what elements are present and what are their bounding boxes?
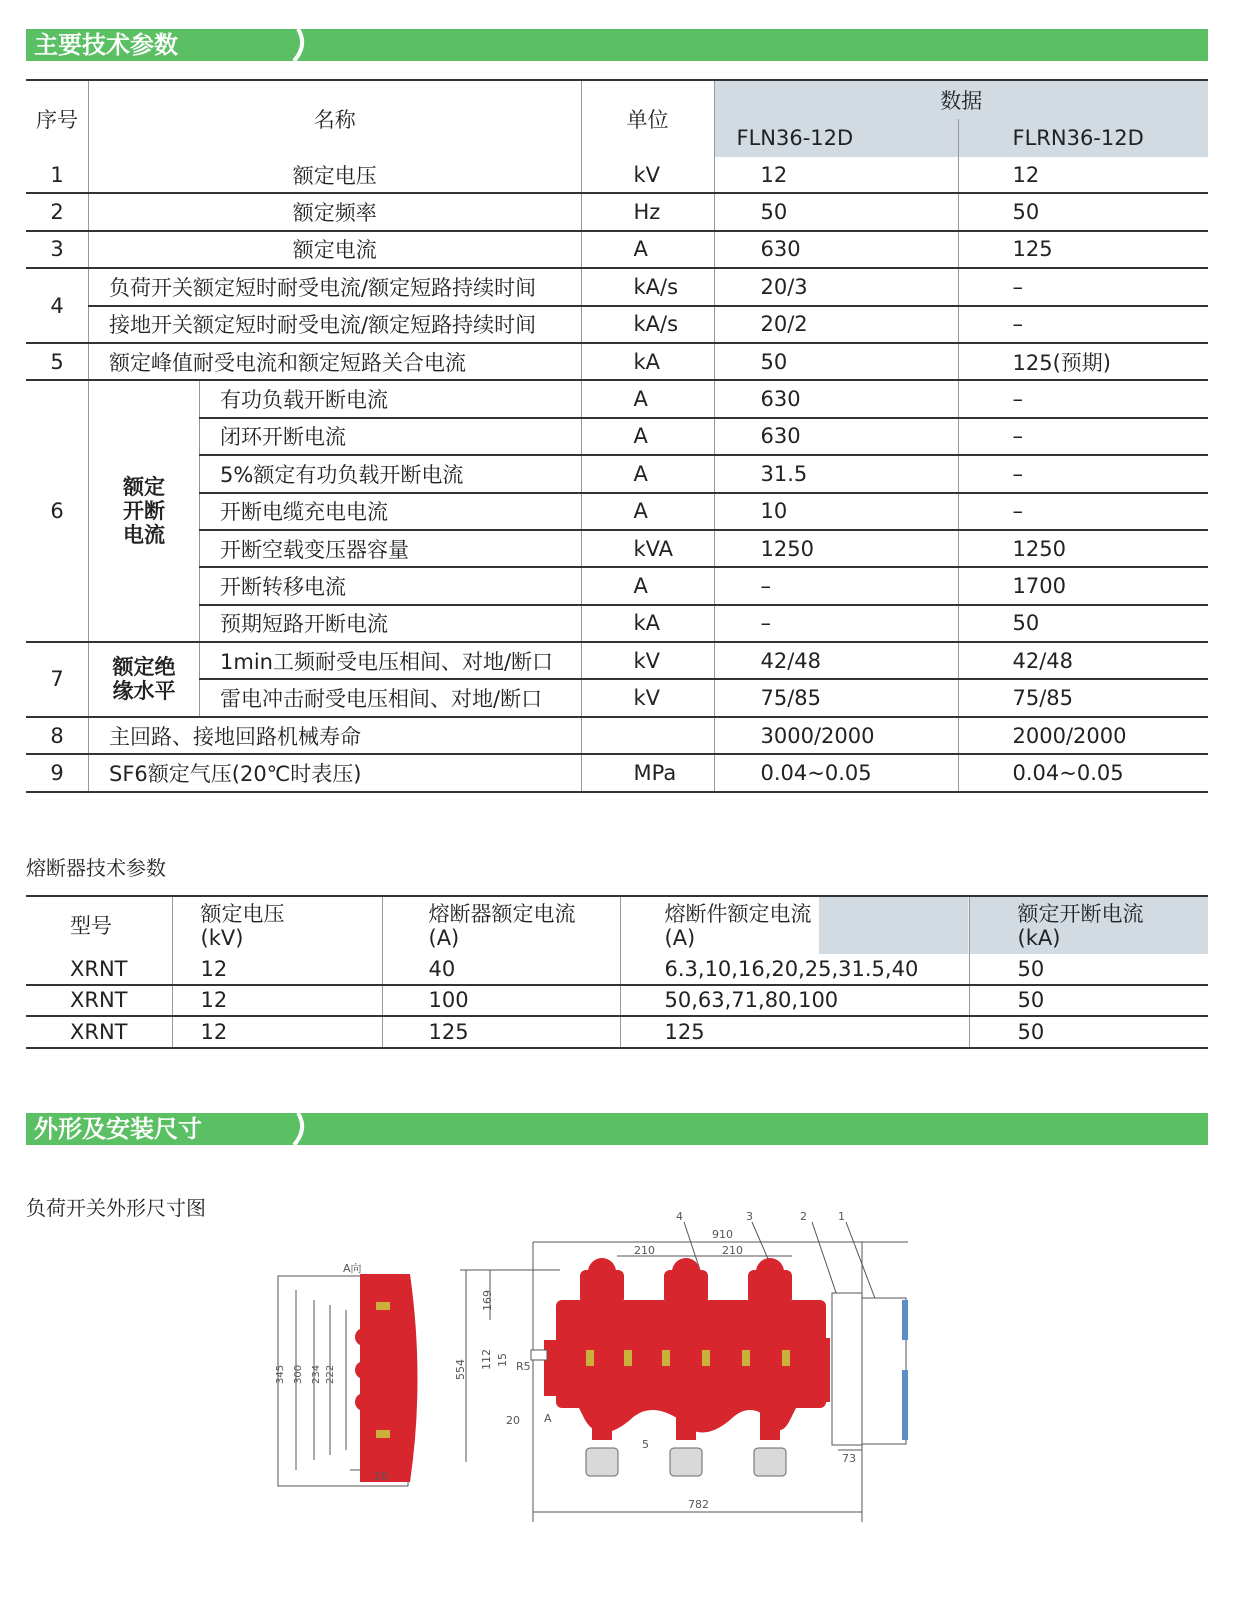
cell-value-2: 50 xyxy=(958,605,1208,642)
table-row xyxy=(26,530,1208,567)
label-part-5: 5 xyxy=(642,1438,649,1451)
cell-model: XRNT xyxy=(26,1016,172,1048)
header-no: 序号 xyxy=(26,80,89,157)
table-row xyxy=(26,717,1208,754)
header-fuse-current: 熔断器额定电流 (A) xyxy=(382,896,620,954)
label-dim-222: 222 xyxy=(325,1364,336,1384)
cell-no: 3 xyxy=(26,231,89,268)
cell-name: 开断转移电流 xyxy=(200,567,582,604)
cell-value-1: 630 xyxy=(714,231,958,268)
cell-name: 额定频率 xyxy=(89,193,582,230)
label-part-4: 4 xyxy=(676,1210,683,1223)
tab-notch-decoration xyxy=(288,1113,328,1145)
cell-no: 4 xyxy=(26,268,89,343)
cell-value-2: – xyxy=(958,455,1208,492)
cell-no: 1 xyxy=(26,157,89,193)
cell-unit: A xyxy=(581,455,714,492)
cell-value-1: 630 xyxy=(714,380,958,417)
cell-value-1: – xyxy=(714,567,958,604)
table-row xyxy=(26,268,1208,305)
cell-unit: A xyxy=(581,567,714,604)
table-row xyxy=(26,954,1208,985)
label-dim-15: 15 xyxy=(496,1353,509,1367)
cell-value-2: 125 xyxy=(958,231,1208,268)
cell-value-2: 2000/2000 xyxy=(958,717,1208,754)
cell-no: 8 xyxy=(26,717,89,754)
header-voltage: 额定电压 (kV) xyxy=(172,896,382,954)
header-unit: 单位 xyxy=(581,80,714,157)
cell-unit: A xyxy=(581,418,714,455)
cell-value-1: 50 xyxy=(714,343,958,380)
side-view-insulators xyxy=(355,1328,373,1411)
spec-table xyxy=(26,79,1208,793)
tab-notch-decoration xyxy=(288,29,328,61)
front-view-body xyxy=(544,1258,830,1440)
label-dim-20-left: 20 xyxy=(374,1470,388,1483)
cell-unit: A xyxy=(581,493,714,530)
cell-value-1: 3000/2000 xyxy=(714,717,958,754)
label-view-a: A向 xyxy=(343,1262,362,1275)
cell-name: 闭环开断电流 xyxy=(200,418,582,455)
cell-no: 6 xyxy=(26,380,89,642)
cell-value-1: 31.5 xyxy=(714,455,958,492)
section-title: 主要技术参数 xyxy=(26,29,288,61)
cell-unit: A xyxy=(581,380,714,417)
cell-value-1: 1250 xyxy=(714,530,958,567)
table-row xyxy=(26,567,1208,604)
load-switch-dimension-drawing xyxy=(0,1200,1241,1540)
table-row xyxy=(26,1016,1208,1048)
fuse-table-title: 熔断器技术参数 xyxy=(26,856,166,880)
cell-voltage: 12 xyxy=(172,985,382,1017)
cell-name: 主回路、接地回路机械寿命 xyxy=(89,717,582,754)
cell-breaking: 50 xyxy=(969,1016,1208,1048)
label-r5: R5 xyxy=(516,1360,531,1373)
cell-value-1: 0.04~0.05 xyxy=(714,754,958,791)
cell-fuse-current: 40 xyxy=(382,954,620,985)
cell-name: 雷电冲击耐受电压相间、对地/断口 xyxy=(200,679,582,716)
cell-unit: A xyxy=(581,231,714,268)
cell-name: 1min工频耐受电压相间、对地/断口 xyxy=(200,642,582,679)
cell-unit: kA xyxy=(581,343,714,380)
cell-value-2: 12 xyxy=(958,157,1208,193)
cell-voltage: 12 xyxy=(172,1016,382,1048)
table-header-row xyxy=(26,80,1208,119)
cell-value-1: 75/85 xyxy=(714,679,958,716)
cell-value-1: – xyxy=(714,605,958,642)
cell-value-1: 20/2 xyxy=(714,306,958,343)
section-bar-dimensions xyxy=(26,1113,1208,1145)
cell-no: 7 xyxy=(26,642,89,717)
cell-name: 预期短路开断电流 xyxy=(200,605,582,642)
cell-unit: kA/s xyxy=(581,306,714,343)
cell-fuse-current: 125 xyxy=(382,1016,620,1048)
header-data: 数据 xyxy=(714,80,1208,119)
label-dim-169: 169 xyxy=(481,1290,494,1311)
cell-value-2: 75/85 xyxy=(958,679,1208,716)
table-row xyxy=(26,343,1208,380)
label-dim-210-b: 210 xyxy=(722,1244,743,1257)
cell-value-2: – xyxy=(958,418,1208,455)
cell-group: 额定绝 缘水平 xyxy=(89,642,200,717)
label-dim-20: 20 xyxy=(506,1414,520,1427)
cell-value-2: – xyxy=(958,380,1208,417)
cell-unit: kV xyxy=(581,157,714,193)
cell-value-2: – xyxy=(958,493,1208,530)
cell-element-current: 50,63,71,80,100 xyxy=(620,985,969,1017)
cell-fuse-current: 100 xyxy=(382,985,620,1017)
cell-name: 额定电压 xyxy=(89,157,582,193)
label-dim-910: 910 xyxy=(712,1228,733,1241)
cell-unit xyxy=(581,717,714,754)
cell-name: 开断空载变压器容量 xyxy=(200,530,582,567)
cell-name: 5%额定有功负载开断电流 xyxy=(200,455,582,492)
header-model: 型号 xyxy=(26,896,172,954)
table-row xyxy=(26,157,1208,193)
table-row xyxy=(26,642,1208,679)
label-part-3: 3 xyxy=(746,1210,753,1223)
cell-no: 9 xyxy=(26,754,89,791)
cell-unit: kVA xyxy=(581,530,714,567)
cell-breaking: 50 xyxy=(969,985,1208,1017)
cell-value-2: 1700 xyxy=(958,567,1208,604)
cell-unit: kV xyxy=(581,679,714,716)
table-row xyxy=(26,605,1208,642)
label-dim-554: 554 xyxy=(454,1359,467,1380)
cell-value-2: 1250 xyxy=(958,530,1208,567)
cell-unit: MPa xyxy=(581,754,714,791)
fuse-table xyxy=(26,895,1208,1049)
cell-name: 开断电缆充电电流 xyxy=(200,493,582,530)
label-dim-782: 782 xyxy=(688,1498,709,1511)
label-dim-234: 234 xyxy=(311,1364,322,1384)
header-model-2: FLRN36-12D xyxy=(958,119,1208,157)
cell-unit: Hz xyxy=(581,193,714,230)
label-part-2: 2 xyxy=(800,1210,807,1223)
header-model-1: FLN36-12D xyxy=(714,119,958,157)
label-dim-73: 73 xyxy=(842,1452,856,1465)
cell-value-2: 0.04~0.05 xyxy=(958,754,1208,791)
cell-value-1: 10 xyxy=(714,493,958,530)
table-row xyxy=(26,193,1208,230)
cell-name: 额定电流 xyxy=(89,231,582,268)
cell-no: 2 xyxy=(26,193,89,230)
drawing-title: 负荷开关外形尺寸图 xyxy=(26,1196,206,1220)
cell-unit: kA xyxy=(581,605,714,642)
label-dim-210-a: 210 xyxy=(634,1244,655,1257)
table-row xyxy=(26,306,1208,343)
cell-name: 负荷开关额定短时耐受电流/额定短路持续时间 xyxy=(89,268,582,305)
table-row xyxy=(26,231,1208,268)
header-name: 名称 xyxy=(89,80,582,157)
table-row xyxy=(26,493,1208,530)
table-row xyxy=(26,985,1208,1017)
cell-value-2: – xyxy=(958,306,1208,343)
cell-group: 额定 开断 电流 xyxy=(89,380,200,642)
table-row xyxy=(26,754,1208,791)
cell-value-1: 20/3 xyxy=(714,268,958,305)
cell-element-current: 6.3,10,16,20,25,31.5,40 xyxy=(620,954,969,985)
table-row xyxy=(26,418,1208,455)
cell-model: XRNT xyxy=(26,985,172,1017)
cell-value-2: 50 xyxy=(958,193,1208,230)
cell-unit: kV xyxy=(581,642,714,679)
label-part-1: 1 xyxy=(838,1210,845,1223)
cell-value-2: 42/48 xyxy=(958,642,1208,679)
cell-breaking: 50 xyxy=(969,954,1208,985)
header-breaking: 额定开断电流 (kA) xyxy=(969,896,1208,954)
label-dim-112: 112 xyxy=(480,1349,493,1370)
cell-name: SF6额定气压(20℃时表压) xyxy=(89,754,582,791)
table-row xyxy=(26,380,1208,417)
cell-model: XRNT xyxy=(26,954,172,985)
cell-value-1: 630 xyxy=(714,418,958,455)
header-element-current: 熔断件额定电流 (A) xyxy=(620,896,969,954)
cell-no: 5 xyxy=(26,343,89,380)
cell-voltage: 12 xyxy=(172,954,382,985)
label-dim-300: 300 xyxy=(293,1364,304,1384)
label-a: A xyxy=(544,1412,552,1425)
cell-name: 接地开关额定短时耐受电流/额定短路持续时间 xyxy=(89,306,582,343)
cell-unit: kA/s xyxy=(581,268,714,305)
cell-element-current: 125 xyxy=(620,1016,969,1048)
cell-value-2: 125(预期) xyxy=(958,343,1208,380)
table-row xyxy=(26,679,1208,716)
cell-value-1: 12 xyxy=(714,157,958,193)
table-row xyxy=(26,455,1208,492)
label-dim-345: 345 xyxy=(275,1364,286,1384)
section-bar-tech-params xyxy=(26,29,1208,61)
cell-name: 有功负载开断电流 xyxy=(200,380,582,417)
cell-value-1: 42/48 xyxy=(714,642,958,679)
cell-name: 额定峰值耐受电流和额定短路关合电流 xyxy=(89,343,582,380)
section-title: 外形及安装尺寸 xyxy=(26,1113,288,1145)
cell-value-2: – xyxy=(958,268,1208,305)
table-header-row xyxy=(26,896,1208,954)
cell-value-1: 50 xyxy=(714,193,958,230)
